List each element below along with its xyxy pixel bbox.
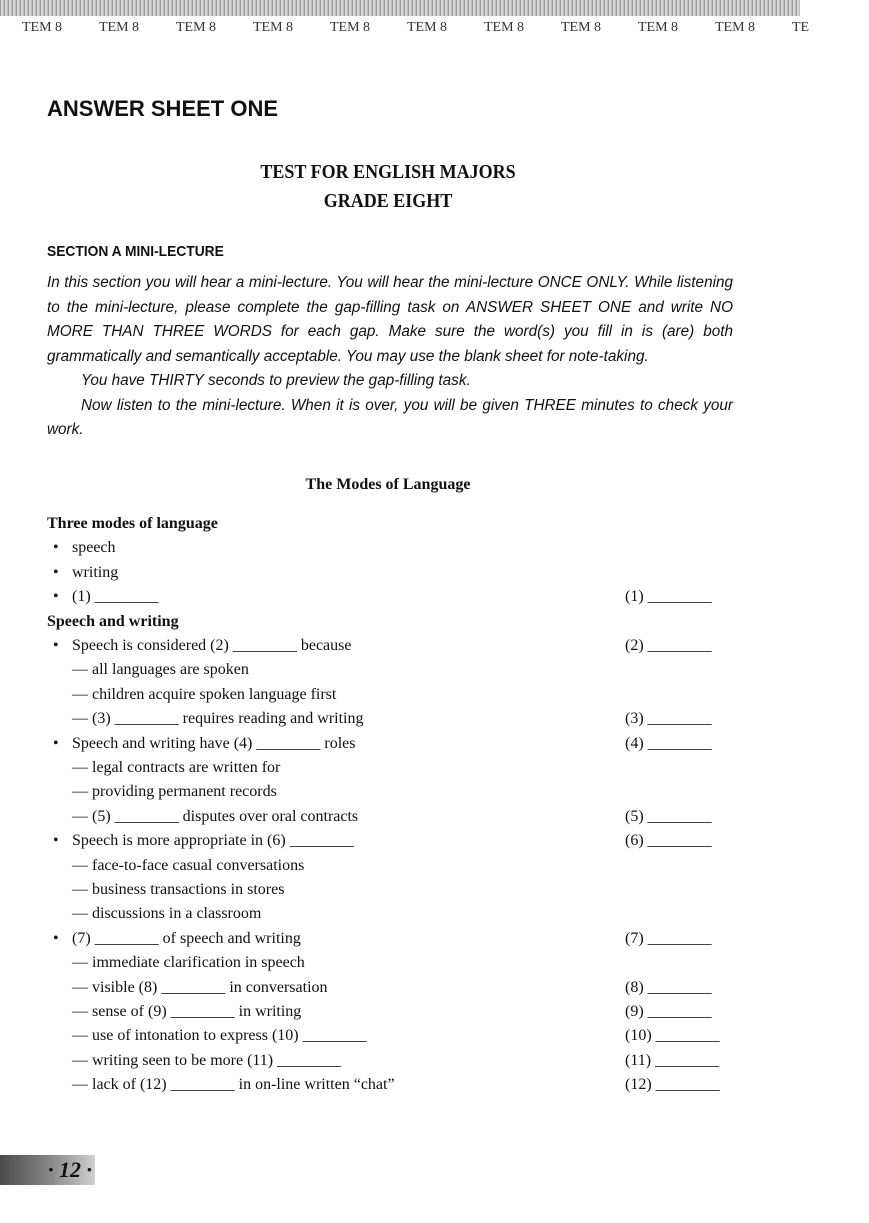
running-header-item: TEM 8: [407, 20, 448, 35]
bullet-icon: •: [53, 563, 59, 581]
answer-gap[interactable]: (12) ________: [625, 1076, 720, 1094]
outline-text: — writing seen to be more (11) ________: [72, 1051, 342, 1069]
answer-sheet-title: ANSWER SHEET ONE: [47, 96, 279, 121]
outline-line: [47, 561, 733, 585]
scan-top-band: [0, 0, 800, 16]
outline-line: [47, 902, 733, 926]
running-header-item: TEM 8: [253, 20, 294, 35]
running-header-item: TEM 8: [638, 20, 679, 35]
outline-line: [47, 927, 733, 951]
bullet-icon: •: [53, 832, 59, 850]
outline-line: [47, 805, 733, 829]
outline-line: [47, 658, 733, 682]
answer-gap[interactable]: (11) ________: [625, 1051, 720, 1069]
bullet-icon: •: [53, 588, 59, 606]
outline-text: — lack of (12) ________ in on-line written “chat”: [72, 1076, 395, 1094]
answer-gap[interactable]: (4) ________: [625, 734, 712, 752]
outline-line: [47, 976, 733, 1000]
outline-text: — providing permanent records: [72, 783, 277, 801]
running-header-item: TEM 8: [330, 20, 371, 35]
outline-text: — use of intonation to express (10) ________: [72, 1027, 367, 1045]
outline-text: — visible (8) ________ in conversation: [72, 978, 328, 996]
outline-line: [47, 854, 733, 878]
page-number-band: [0, 1155, 95, 1185]
bullet-icon: •: [53, 637, 59, 654]
running-header-item: TEM 8: [715, 20, 756, 35]
outline-line: [47, 780, 733, 804]
outline-line: [47, 585, 733, 609]
outline-text: — sense of (9) ________ in writing: [72, 1003, 302, 1020]
page-number: · 12 ·: [48, 1157, 92, 1182]
running-header-item: TEM 8: [99, 20, 140, 35]
outline-line: [47, 1073, 733, 1097]
outline-text: — immediate clarification in speech: [72, 954, 305, 972]
running-header-item: TEM 8: [561, 20, 602, 35]
outline-line: [47, 732, 733, 756]
outline-text: Speech is considered (2) ________ because: [72, 637, 352, 654]
answer-gap[interactable]: (6) ________: [625, 832, 712, 850]
instruction-paragraph: Now listen to the mini-lecture. When it is over, you will be given THREE minutes to check your work.: [47, 396, 733, 438]
test-title: TEST FOR ENGLISH MAJORS: [260, 161, 516, 183]
grade-title: GRADE EIGHT: [323, 190, 453, 212]
running-header-item: TEM 8: [22, 20, 63, 35]
outline-text: — (5) ________ disputes over oral contracts: [72, 807, 359, 825]
bullet-icon: •: [53, 929, 59, 947]
outline-line: [47, 1024, 733, 1048]
running-header: [22, 20, 869, 36]
running-header-item: TE: [792, 20, 810, 35]
answer-gap[interactable]: (7) ________: [625, 929, 712, 947]
instruction-paragraph: You have THIRTY seconds to preview the gap-filling task.: [81, 372, 471, 389]
outline-line: [47, 683, 733, 707]
bullet-icon: •: [53, 539, 59, 557]
running-header-item: TEM 8: [176, 20, 217, 35]
lecture-title: The Modes of Language: [305, 476, 471, 493]
outline-heading: Speech and writing: [47, 612, 179, 630]
outline-text: writing: [72, 563, 119, 581]
outline-text: — (3) ________ requires reading and writing: [72, 710, 364, 728]
answer-gap[interactable]: (10) ________: [625, 1027, 720, 1045]
outline-text: — children acquire spoken language first: [72, 685, 337, 703]
outline-text: — business transactions in stores: [72, 881, 285, 898]
answer-gap[interactable]: (9) ________: [625, 1003, 712, 1020]
outline-line: [47, 878, 733, 902]
section-heading: SECTION A MINI-LECTURE: [47, 243, 224, 260]
outline-heading: Three modes of language: [47, 515, 218, 532]
running-header-item: TEM 8: [484, 20, 525, 35]
outline-line: [47, 707, 733, 731]
outline-text: speech: [72, 539, 116, 557]
outline-line: [47, 951, 733, 975]
outline-line: [47, 512, 733, 536]
outline-text: (1) ________: [72, 588, 159, 606]
answer-gap[interactable]: (8) ________: [625, 978, 712, 996]
outline-text: — discussions in a classroom: [72, 905, 262, 923]
answer-gap[interactable]: (2) ________: [625, 637, 712, 654]
instructions: [47, 271, 733, 443]
outline-line: [47, 829, 733, 853]
outline-text: — face-to-face casual conversations: [72, 856, 305, 874]
instruction-paragraph: In this section you will hear a mini-lecture. You will hear the mini-lecture ONCE ONLY. While listening to the mini-lecture, please complete the gap-filling task on ANSWER SHEET ONE and write NO MORE THAN THREE WORDS for each gap. Make sure the word(s) you fill in is (are) both grammatically and semantically acceptable. You may use the blank sheet for note-taking.: [47, 274, 733, 365]
outline-text: Speech and writing have (4) ________ roles: [72, 734, 356, 752]
outline-text: Speech is more appropriate in (6) ________: [72, 832, 354, 850]
bullet-icon: •: [53, 734, 59, 752]
answer-gap[interactable]: (3) ________: [625, 710, 712, 728]
outline-text: — all languages are spoken: [72, 661, 249, 679]
outline-line: [47, 536, 733, 560]
answer-gap[interactable]: (1) ________: [625, 588, 712, 606]
answer-gap[interactable]: (5) ________: [625, 807, 712, 825]
outline-line: [47, 1049, 733, 1073]
outline-line: [47, 756, 733, 780]
outline-text: — legal contracts are written for: [72, 759, 281, 776]
outline-line: [47, 634, 733, 658]
outline-line: [47, 1000, 733, 1024]
outline-line: [47, 610, 733, 634]
outline-text: (7) ________ of speech and writing: [72, 929, 301, 947]
